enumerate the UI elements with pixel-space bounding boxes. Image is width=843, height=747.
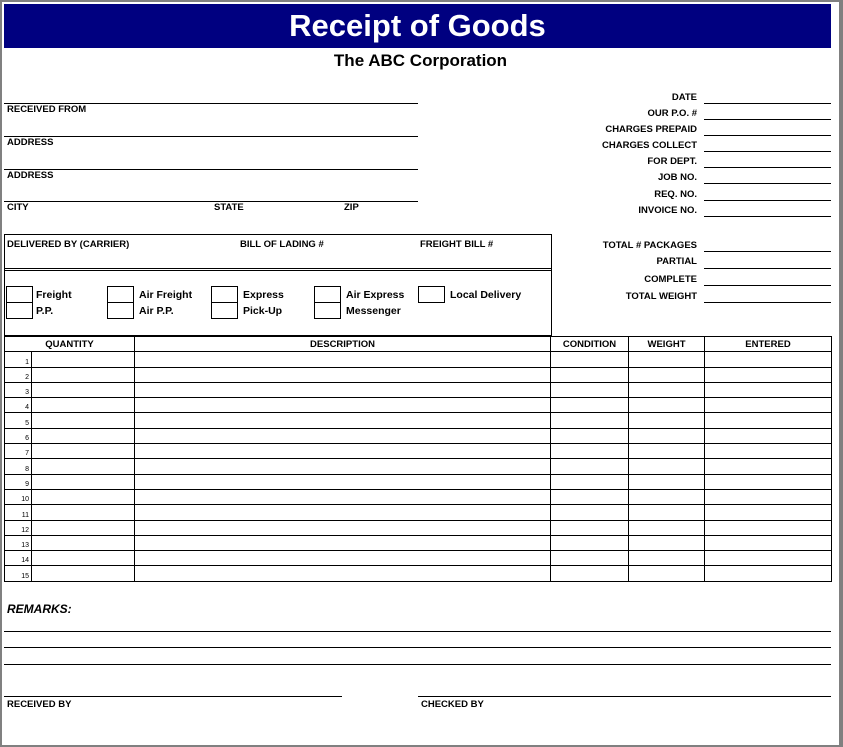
partial-line[interactable] [704,268,831,269]
entered-cell[interactable] [705,474,832,489]
row-number: 15 [5,566,32,581]
description-cell[interactable] [135,505,551,520]
state-label: STATE [214,202,244,213]
air-express-checkbox[interactable] [314,286,341,303]
po-line[interactable] [704,119,831,120]
row-number: 5 [5,413,32,428]
local-delivery-label: Local Delivery [450,289,522,301]
remarks-label: REMARKS: [7,602,72,616]
row-number: 10 [5,489,32,504]
messenger-label: Messenger [346,305,401,317]
row-number: 9 [5,474,32,489]
weight-cell[interactable] [629,566,705,581]
zip-label: ZIP [344,202,359,213]
row-number: 12 [5,520,32,535]
condition-cell[interactable] [551,489,629,504]
air-pp-checkbox[interactable] [107,302,134,319]
description-cell[interactable] [135,459,551,474]
weight-cell[interactable] [629,398,705,413]
address1-label: ADDRESS [7,137,54,148]
table-row [5,382,832,397]
entered-cell[interactable] [705,398,832,413]
express-checkbox[interactable] [211,286,238,303]
receipt-form [2,2,839,745]
received-by-label: RECEIVED BY [7,699,72,710]
table-row [5,444,832,459]
row-number: 8 [5,459,32,474]
air-pp-label: Air P.P. [139,305,174,317]
checked-by-label: CHECKED BY [421,699,484,710]
po-label: OUR P.O. # [647,108,697,119]
description-cell[interactable] [135,535,551,550]
address2-label: ADDRESS [7,170,54,181]
local-delivery-checkbox[interactable] [418,286,445,303]
condition-header: CONDITION [551,337,629,352]
pickup-checkbox[interactable] [211,302,238,319]
table-row [5,505,832,520]
weight-cell[interactable] [629,551,705,566]
air-express-label: Air Express [346,289,405,301]
freight-checkbox[interactable] [6,286,33,303]
quantity-cell[interactable] [32,444,135,459]
delivered-by-label: DELIVERED BY (CARRIER) [7,239,130,250]
table-row [5,459,832,474]
description-cell[interactable] [135,398,551,413]
table-row [5,398,832,413]
quantity-cell[interactable] [32,382,135,397]
weight-header: WEIGHT [629,337,705,352]
complete-line[interactable] [704,285,831,286]
date-label: DATE [671,92,697,103]
weight-cell[interactable] [629,489,705,504]
entered-cell[interactable] [705,520,832,535]
air-freight-label: Air Freight [139,289,193,301]
description-cell[interactable] [135,566,551,581]
charges-collect-label: CHARGES COLLECT [602,140,697,151]
table-row [5,566,832,581]
weight-cell[interactable] [629,520,705,535]
description-cell[interactable] [135,520,551,535]
description-cell[interactable] [135,551,551,566]
description-cell[interactable] [135,474,551,489]
date-line[interactable] [704,103,831,104]
entered-cell[interactable] [705,489,832,504]
table-row [5,413,832,428]
quantity-cell[interactable] [32,566,135,581]
description-cell[interactable] [135,367,551,382]
entered-cell[interactable] [705,352,832,367]
received-from-label: RECEIVED FROM [7,104,87,115]
condition-cell[interactable] [551,367,629,382]
row-number: 2 [5,367,32,382]
entered-cell[interactable] [705,459,832,474]
total-packages-line[interactable] [704,251,831,252]
for-dept-label: FOR DEPT. [647,156,697,167]
table-row [5,428,832,443]
quantity-cell[interactable] [32,535,135,550]
invoice-no-label: INVOICE NO. [638,205,697,216]
quantity-cell[interactable] [32,428,135,443]
weight-cell[interactable] [629,367,705,382]
quantity-cell[interactable] [32,474,135,489]
condition-cell[interactable] [551,520,629,535]
description-cell[interactable] [135,352,551,367]
condition-cell[interactable] [551,535,629,550]
quantity-cell[interactable] [32,367,135,382]
weight-cell[interactable] [629,413,705,428]
table-row [5,535,832,550]
partial-label: PARTIAL [656,256,697,267]
req-no-line[interactable] [704,200,831,201]
description-cell[interactable] [135,413,551,428]
description-header: DESCRIPTION [135,337,551,352]
quantity-cell[interactable] [32,520,135,535]
description-cell[interactable] [135,428,551,443]
air-freight-checkbox[interactable] [107,286,134,303]
remarks-line[interactable] [4,647,831,648]
pp-label: P.P. [36,305,54,317]
freight-label: Freight [36,289,72,301]
total-weight-label: TOTAL WEIGHT [625,291,697,302]
entered-cell[interactable] [705,505,832,520]
bill-of-lading-label: BILL OF LADING # [240,239,324,250]
table-row [5,551,832,566]
quantity-header: QUANTITY [5,337,135,352]
row-number: 1 [5,352,32,367]
total-packages-label: TOTAL # PACKAGES [602,240,697,251]
company-name: The ABC Corporation [333,51,508,70]
condition-cell[interactable] [551,551,629,566]
condition-cell[interactable] [551,352,629,367]
for-dept-line[interactable] [704,167,831,168]
quantity-cell[interactable] [32,413,135,428]
row-number: 4 [5,398,32,413]
invoice-no-line[interactable] [704,216,831,217]
entered-cell[interactable] [705,367,832,382]
condition-cell[interactable] [551,413,629,428]
table-row [5,367,832,382]
table-header-row [5,337,832,352]
freight-bill-label: FREIGHT BILL # [420,239,494,250]
entered-cell[interactable] [705,566,832,581]
weight-cell[interactable] [629,444,705,459]
condition-cell[interactable] [551,459,629,474]
row-number: 3 [5,382,32,397]
description-cell[interactable] [135,382,551,397]
weight-cell[interactable] [629,535,705,550]
condition-cell[interactable] [551,382,629,397]
table-row [5,352,832,367]
quantity-cell[interactable] [32,489,135,504]
condition-cell[interactable] [551,444,629,459]
row-number: 6 [5,428,32,443]
entered-cell[interactable] [705,428,832,443]
express-label: Express [243,289,284,301]
quantity-cell[interactable] [32,459,135,474]
weight-cell[interactable] [629,428,705,443]
entered-cell[interactable] [705,551,832,566]
row-number: 7 [5,444,32,459]
city-label: CITY [7,202,29,213]
messenger-checkbox[interactable] [314,302,341,319]
weight-cell[interactable] [629,382,705,397]
job-no-label: JOB NO. [657,172,697,183]
pp-checkbox[interactable] [6,302,33,319]
entered-cell[interactable] [705,444,832,459]
condition-cell[interactable] [551,398,629,413]
condition-cell[interactable] [551,428,629,443]
entered-cell[interactable] [705,413,832,428]
condition-cell[interactable] [551,566,629,581]
pickup-label: Pick-Up [243,305,283,317]
address1-line[interactable] [4,136,418,137]
title-bar [4,4,831,48]
entered-cell[interactable] [705,382,832,397]
quantity-cell[interactable] [32,398,135,413]
quantity-cell[interactable] [32,551,135,566]
entered-cell[interactable] [705,535,832,550]
charges-prepaid-line[interactable] [704,135,831,136]
form-title: Receipt of Goods [289,8,546,43]
remarks-line[interactable] [4,631,831,632]
remarks-line[interactable] [4,664,831,665]
charges-collect-line[interactable] [704,151,831,152]
condition-cell[interactable] [551,474,629,489]
condition-cell[interactable] [551,505,629,520]
checked-by-line[interactable] [418,696,831,697]
row-number: 11 [5,505,32,520]
weight-cell[interactable] [629,474,705,489]
description-cell[interactable] [135,489,551,504]
received-by-line[interactable] [4,696,342,697]
weight-cell[interactable] [629,352,705,367]
weight-cell[interactable] [629,505,705,520]
description-cell[interactable] [135,444,551,459]
req-no-label: REQ. NO. [654,189,697,200]
table-row [5,474,832,489]
job-no-line[interactable] [704,183,831,184]
table-row [5,489,832,504]
charges-prepaid-label: CHARGES PREPAID [605,124,697,135]
row-number: 13 [5,535,32,550]
weight-cell[interactable] [629,459,705,474]
complete-label: COMPLETE [644,274,697,285]
shipping-method-box [4,268,552,336]
address2-line[interactable] [4,169,418,170]
quantity-cell[interactable] [32,352,135,367]
row-number: 14 [5,551,32,566]
quantity-cell[interactable] [32,505,135,520]
table-row [5,520,832,535]
items-table [4,336,832,582]
total-weight-line[interactable] [704,302,831,303]
entered-header: ENTERED [705,337,832,352]
